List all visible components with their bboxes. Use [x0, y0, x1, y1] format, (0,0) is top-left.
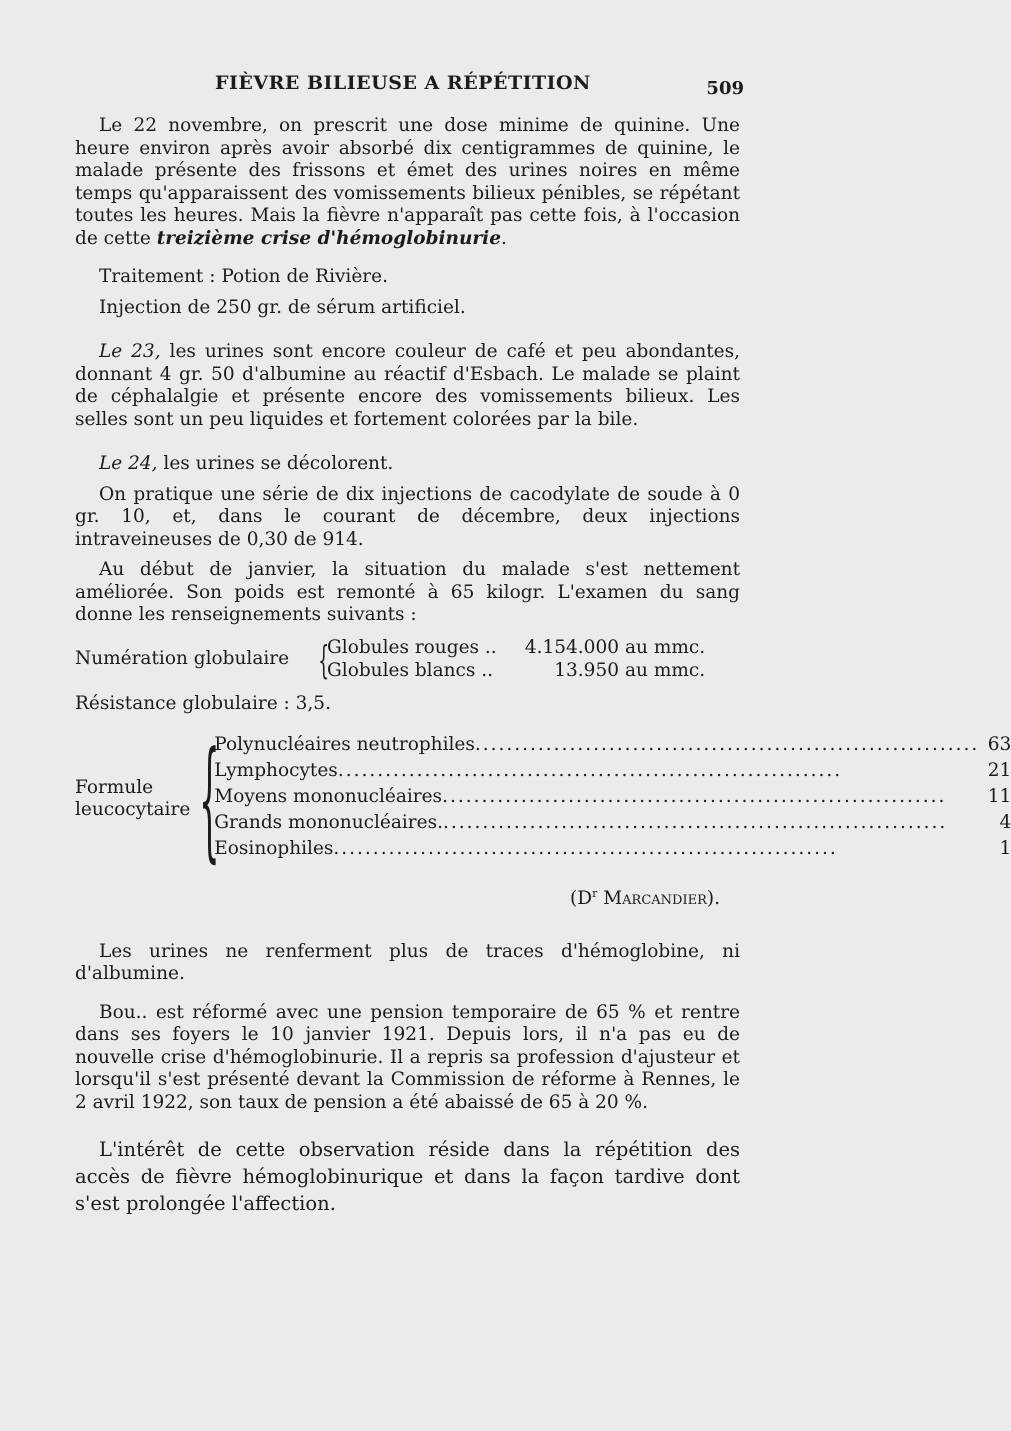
row-name: Globules rouges .. — [327, 636, 497, 658]
leader-dots — [338, 760, 979, 783]
row-name: Eosinophiles — [214, 838, 334, 859]
numeration-block — [75, 635, 740, 685]
row-value: 4 — [999, 812, 1011, 833]
paragraph-interet: L'intérêt de cette observation réside dans la répétition des accès de fièvre hémoglobinurique et dans la façon tardive dont s'est prolongée l'affection. — [75, 1138, 740, 1216]
formula-row — [214, 760, 1011, 786]
row-value: 13.950 — [554, 659, 619, 681]
row-name: Moyens mononucléaires — [214, 786, 443, 807]
running-title: FIÈVRE BILIEUSE A RÉPÉTITION — [215, 72, 591, 94]
formula-row — [214, 838, 1011, 864]
row-name: Lymphocytes — [214, 760, 338, 781]
attribution — [75, 883, 740, 911]
formula-row — [214, 812, 1011, 838]
author-name: Marcandier — [603, 888, 707, 910]
paragraph-23 — [75, 341, 740, 431]
resistance-line: Résistance globulaire : 3,5. — [75, 692, 331, 714]
date-24: Le 24, — [99, 453, 158, 474]
paragraph-bou: Bou.. est réformé avec une pension temporaire de 65 % et rentre dans ses foyers le 10 janvier 1921. Depuis lors, il n'a pas eu de nouvelle crise d'hémoglobinurie. Il a repris sa profession d'ajusteur et lorsqu'il s'est présenté devant la Commission de réforme à Rennes, le 2 avril 1922, son taux de pension a été abaissé de 65 à 20 %. — [75, 1001, 740, 1113]
attribution-open: (D — [570, 888, 593, 910]
attribution-sup: r — [592, 887, 598, 900]
treatment-line: Traitement : Potion de Rivière. — [99, 266, 388, 287]
numeration-row — [327, 660, 740, 683]
injection-line: Injection de 250 gr. de sérum artificiel. — [99, 296, 466, 318]
formula-rows — [214, 734, 1011, 864]
numeration-row — [327, 637, 740, 660]
brace: { — [318, 637, 330, 682]
paragraph-22-novembre — [75, 115, 740, 250]
row-value: 11 — [987, 786, 1011, 807]
paragraph-24 — [75, 453, 740, 476]
paragraph-text: les urines sont encore couleur de café et peu abondantes, donnant 4 gr. 50 d'albumine au réactif d'Esbach. Le malade se plaint de céphalalgie et présente encore des vomissements bilieux. Les selles sont un peu liquides et fortement colorées par la bile. — [75, 341, 740, 430]
formula-block — [75, 723, 1011, 875]
formula-row — [214, 734, 1011, 760]
row-name: Grands mononucléaires. — [214, 812, 443, 833]
paragraph-janvier: Au début de janvier, la situation du malade s'est nettement améliorée. Son poids est remonté à 65 kilogr. L'examen du sang donne les renseignements suivants : — [75, 559, 740, 625]
row-value: 1 — [999, 838, 1011, 859]
leader-dots — [443, 812, 979, 835]
paragraph-urines: Les urines ne renferment plus de traces d'hémoglobine, ni d'albumine. — [75, 940, 740, 985]
leader-dots — [333, 838, 979, 861]
row-value: 63 — [987, 734, 1011, 755]
date-23: Le 23, — [99, 341, 161, 362]
brace: { — [199, 723, 220, 875]
numeration-label: Numération globulaire — [75, 648, 290, 670]
numeration-rows — [327, 637, 740, 683]
row-value: 21 — [987, 760, 1011, 781]
formula-label: Formule leucocytaire — [75, 776, 191, 820]
leader-dots — [475, 734, 979, 757]
row-name: Globules blancs .. — [327, 659, 494, 681]
emphasis-text: treizième crise d'hémoglobinurie — [156, 227, 501, 249]
paragraph-cacodylate: On pratique une série de dix injections de cacodylate de soude à 0 gr. 10, et, dans le courant de décembre, deux injections intraveineuses de 0,30 de 914. — [75, 483, 740, 550]
paragraph-text: les urines se décolorent. — [157, 453, 394, 474]
row-value: 4.154.000 — [524, 636, 619, 658]
paragraph-end: . — [500, 227, 507, 249]
paragraph-text: Le 22 novembre, on prescrit une dose minime de quinine. Une heure environ après avoir absorbé dix centigrammes de quinine, le malade présente des frissons et émet des urines noires en même temps qu'apparaissent des vomissements bilieux pénibles, se répétant toutes les heures. Mais la fièvre n'apparaît pas cette fois, à l'occasion de cette — [75, 115, 740, 249]
formula-row — [214, 786, 1011, 812]
row-unit: au mmc. — [625, 659, 706, 681]
attribution-close: ). — [706, 888, 720, 910]
page-number: 509 — [706, 78, 744, 99]
row-name: Polynucléaires neutrophiles — [214, 734, 475, 755]
row-unit: au mmc. — [625, 636, 706, 658]
page-body — [75, 115, 1011, 1217]
leader-dots — [442, 786, 979, 809]
page-header — [60, 72, 750, 102]
